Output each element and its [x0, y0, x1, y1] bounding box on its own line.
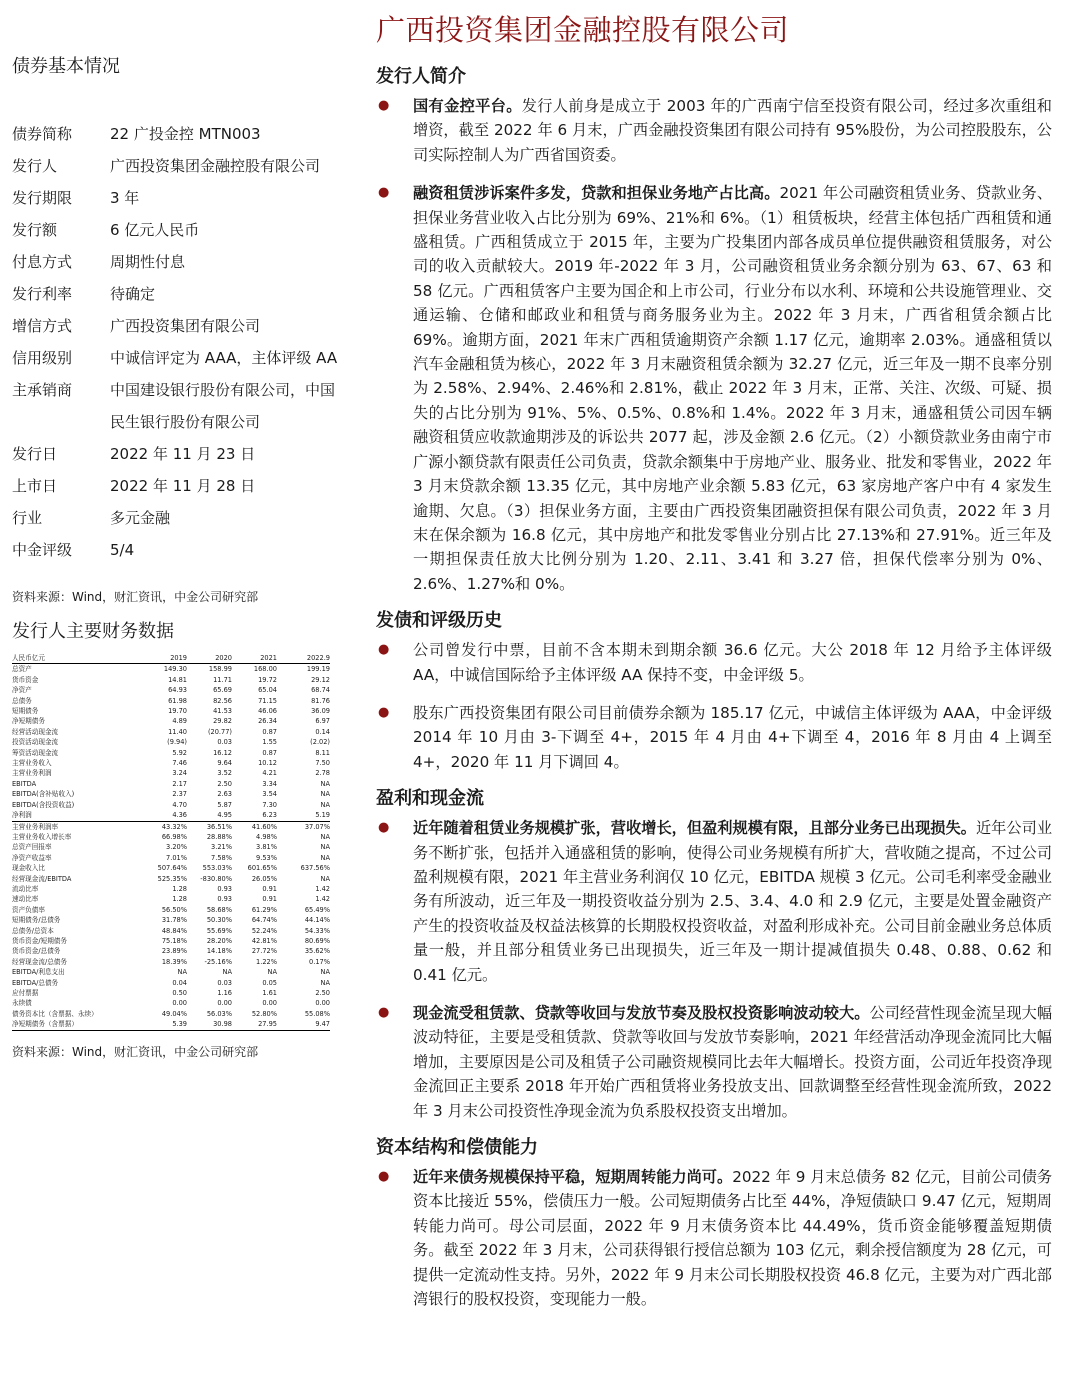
table-cell: 速动比率 [12, 895, 39, 904]
basic-info-key: 信用级别 [12, 349, 73, 367]
table-cell: 64.74% [251, 916, 277, 925]
table-cell: 净短期债务 [12, 717, 45, 726]
table-cell: 永续债 [12, 999, 32, 1008]
table-cell: 流动比率 [12, 884, 39, 893]
table-cell: 10.12 [258, 759, 277, 768]
table-cell: 14.81 [168, 675, 187, 684]
table-cell: 199.19 [306, 665, 330, 674]
table-cell: 0.05 [262, 978, 277, 987]
table-cell: 资产负债率 [12, 905, 45, 914]
table-cell: 0.87 [262, 727, 277, 736]
table-cell: 5.19 [315, 811, 330, 820]
table-cell: 现金收入比 [12, 864, 45, 873]
table-cell: 筹资活动现金流 [12, 748, 59, 757]
table-cell: 525.35% [157, 874, 187, 883]
table-row [12, 653, 330, 664]
table-row [12, 716, 330, 726]
table-cell: 短期债务/总债务 [12, 916, 61, 925]
table-row [12, 978, 330, 988]
table-cell: 18.39% [161, 957, 187, 966]
section-title: 发债和评级历史 [376, 610, 502, 632]
table-cell: 3.54 [262, 790, 277, 799]
table-cell: EBITDA/总债务 [12, 978, 59, 987]
table-cell: 总资产回报率 [12, 843, 52, 852]
table-cell: NA [320, 978, 330, 987]
table-cell: 净资产收益率 [12, 853, 52, 862]
table-cell: 49.04% [161, 1009, 187, 1018]
table-cell: 0.93 [217, 884, 232, 893]
basic-info-key: 发行日 [12, 445, 58, 463]
table-cell: 4.70 [172, 800, 187, 809]
table-cell: 1.61 [262, 989, 277, 997]
basic-info-value: 广西投资集团有限公司 [110, 317, 261, 335]
table-cell: 0.87 [262, 748, 277, 757]
table-row [12, 915, 330, 925]
table-cell: 净资产 [12, 686, 32, 695]
table-cell: 2021 [232, 653, 277, 664]
table-row [12, 758, 330, 768]
financial-data-header: 发行人主要财务数据 [12, 621, 174, 642]
table-cell: 2022.9 [277, 653, 330, 664]
table-cell: 人民币亿元 [12, 653, 142, 664]
table-row [12, 967, 330, 977]
table-cell: NA [267, 968, 277, 977]
table-cell: 27.72% [251, 947, 277, 956]
table-cell: 35.62% [304, 947, 330, 956]
table-cell: 31.78% [161, 916, 187, 925]
bullet-icon: ● [378, 820, 390, 836]
table-cell: 56.03% [206, 1009, 232, 1018]
table-cell: 主营业务收入 [12, 759, 52, 768]
table-cell: 26.05% [251, 874, 277, 883]
table-cell: EBITDA/利息支出 [12, 968, 65, 977]
table-row [12, 936, 330, 946]
financial-data-table [12, 653, 330, 1031]
table-cell: 经营现金流/EBITDA [12, 874, 72, 883]
table-cell: 0.17% [309, 957, 330, 966]
table-cell: 3.52 [217, 769, 232, 778]
table-row [12, 884, 330, 894]
table-cell: 2.17 [172, 779, 187, 788]
table-cell: 55.08% [304, 1009, 330, 1018]
bullet-icon: ● [378, 642, 390, 658]
table-row [12, 821, 330, 832]
table-row [12, 874, 330, 884]
table-row [12, 675, 330, 685]
table-row [12, 842, 330, 852]
table-cell: 41.53 [213, 707, 232, 716]
table-cell: 货币资金/短期债务 [12, 936, 67, 945]
table-row [12, 664, 330, 675]
table-cell: 经营活动现金流 [12, 727, 59, 736]
table-cell: 净利润 [12, 811, 32, 820]
left-column [12, 52, 342, 1060]
basic-info-key: 债券简称 [12, 125, 73, 143]
basic-info-row [12, 150, 342, 182]
table-row [12, 737, 330, 747]
table-cell: 29.12 [311, 675, 330, 684]
bullet-icon: ● [378, 185, 390, 201]
table-row [12, 748, 330, 758]
bullet-text: 股东广西投资集团有限公司目前债券余额为 185.17 亿元，中诚信主体评级为 AAA，中金评级 2014 年 10 月由 3-下调至 4+，2015 年 4 月由 4+下调至 4，2016 年 8 月由 4 上调至 4+，2020 年 11 月下调回 4。 [413, 703, 1052, 771]
table-row [12, 800, 330, 810]
table-cell: 6.97 [315, 717, 330, 726]
table-cell: 4.36 [172, 811, 187, 820]
basic-info-value: 待确定 [110, 285, 156, 303]
table-cell: 3.21% [211, 843, 232, 852]
table-cell: 68.74 [311, 686, 330, 695]
table-cell: 158.99 [208, 665, 232, 674]
table-cell: NA [320, 968, 330, 977]
basic-info-value: 中诚信评定为 AAA，主体评级 AA [110, 349, 338, 367]
table-cell: 80.69% [304, 936, 330, 945]
bullet-item [376, 638, 1052, 687]
table-cell: 36.09 [311, 707, 330, 716]
table-cell: 4.21 [262, 769, 277, 778]
basic-info-key: 上市日 [12, 477, 58, 495]
table-row [12, 905, 330, 915]
bullet-lead: 近年来债务规模保持平稳，短期周转能力尚可。 [413, 1168, 733, 1187]
section-title: 资本结构和偿债能力 [376, 1137, 538, 1159]
table-row [12, 696, 330, 706]
bullet-text: 2021 年公司融资租赁业务、贷款业务、担保业务营业收入占比分别为 69%、21%和 6%。（1）租赁板块，经营主体包括广西租赁和通盛租赁。广西租赁成立于 2015 年，主要为广投集团内部各成员单位提供融资租赁服务，对公司的收入贡献较大。2019 年-2022 年 3 月，公司融资租赁业务余额分别为 63、67、63 和 58 亿元。广西租赁客户主要为国企和上市公司，行业分布以水利、环境和公共设施管理业、交通运输、仓储和邮政业和租赁与商务服务业为主。2022 年 3 月末，广西省租赁余额占比 69%。逾期方面，2021 年末广西租赁逾期资产余额 1.17 亿元，逾期率 2.03%。通盛租赁以汽车金融租赁为核心，2022 年 3 月末融资租赁余额为 32.27 亿元，近三年及一期不良率分别为 2.58%、2.94%、2.46%和 2.81%，截止 2022 年 3 月末，正常、关注、次级、可疑、损失的占比分别为 91%、5%、0.5%、0.8%和 1.4%。2022 年 3 月末，通盛租赁公司因车辆融资租赁应收款逾期涉及的诉讼共 2077 起，涉及金额 2.6 亿元。（2）小额贷款业务由南宁市广源小额贷款有限责任公司负责，贷款余额集中于房地产业、服务业、批发和零售业，2022 年 3 月末贷款余额 13.35 亿元，其中房地产业余额 5.83 亿元，63 家房地产客户中有 4 家发生逾期、欠息。（3）担保业务方面，主要由广西投资集团融资担保有限公司负责，2022 年 3 月末在保余额为 16.8 亿元，其中房地产和批发零售业分别占比 27.13%和 27.91%。近三年及一期担保责任放大比例分别为 1.20、2.11、3.41 和 3.27 倍，担保代偿率分别为 0%、2.6%、1.27%和 0%。 [413, 184, 1053, 593]
basic-info-value: 6 亿元人民币 [110, 221, 200, 239]
table-cell: 总债务 [12, 696, 32, 705]
basic-info-row [12, 438, 342, 470]
table-cell: 总资产 [12, 665, 32, 674]
bullet-text: 公司曾发行中票，目前不含本期未到期余额 36.6 亿元。大公 2018 年 12 月给予主体评级 AA，中诚信国际给予主体评级 AA 保持不变，中金评级 5。 [413, 641, 1052, 684]
table-cell: 债务资本比（含票据、永续） [12, 1009, 98, 1018]
table-cell: 19.70 [168, 707, 187, 716]
table-cell: 168.00 [253, 665, 277, 674]
bullet-item [376, 94, 1052, 167]
basic-info-header: 债券基本情况 [12, 56, 120, 77]
table-cell: 11.40 [168, 727, 187, 736]
bullet-icon: ● [378, 1169, 390, 1185]
table-cell: NA [320, 790, 330, 799]
table-cell: 637.56% [300, 864, 330, 873]
table-cell: 主营业务利润率 [12, 821, 142, 832]
table-cell: 61.29% [251, 905, 277, 914]
table-cell: NA [320, 800, 330, 809]
basic-info-key: 行业 [12, 509, 43, 527]
table-cell: 9.64 [217, 759, 232, 768]
bullet-lead: 国有金控平台。 [413, 97, 522, 115]
table-cell: -830.80% [200, 874, 232, 883]
table-row [12, 957, 330, 967]
table-row [12, 727, 330, 737]
table-cell: EBITDA(含投资收益) [12, 800, 75, 809]
table-cell: 5.92 [172, 748, 187, 757]
bullet-text: 2022 年 9 月末总债务 82 亿元，目前公司债务资本比接近 55%，偿债压力一般。公司短期债务占比至 44%，净短债缺口 9.47 亿元，短期周转能力尚可。母公司层面，2022 年 9 月末债务资本比 44.49%，货币资金能够覆盖短期债务。截至 2022 年 3 月末，公司获得银行授信总额为 103 亿元，剩余授信额度为 28 亿元，可提供一定流动性支持。另外，2022 年 9 月末公司长期股权投资 46.8 亿元，主要为对广西北部湾银行的股权投资，变现能力一般。 [413, 1168, 1053, 1309]
table-cell: 1.28 [172, 895, 187, 904]
basic-info-table [12, 118, 342, 566]
bullet-item [376, 181, 1052, 596]
basic-info-row [12, 470, 342, 502]
table-cell: NA [320, 853, 330, 862]
table-cell: 货币资金 [12, 675, 39, 684]
bullet-item [376, 1165, 1052, 1311]
table-cell: 经营现金流/总债务 [12, 957, 67, 966]
table-cell: 2.50 [315, 989, 330, 997]
table-cell: 65.04 [258, 686, 277, 695]
section-title: 盈利和现金流 [376, 788, 484, 810]
basic-info-row [12, 278, 342, 310]
table-row [12, 988, 330, 998]
table-row [12, 832, 330, 842]
table-cell: 44.14% [304, 916, 330, 925]
table-cell: 28.20% [206, 936, 232, 945]
basic-info-row [12, 118, 342, 150]
bullet-text: 发行人前身是成立于 2003 年的广西南宁信至投资有限公司，经过多次重组和增资，截至 2022 年 6 月末，广西金融投资集团有限公司持有 95%股份，为公司控股股东，公司实际控制人为广西省国资委。 [413, 97, 1052, 164]
table-cell: (20.77) [207, 727, 232, 736]
table-cell: 37.07% [277, 821, 330, 832]
section-title: 发行人简介 [376, 66, 466, 87]
basic-info-value: 周期性付息 [110, 253, 186, 271]
table-cell: 0.14 [315, 727, 330, 736]
table-cell: 主营业务收入增长率 [12, 832, 72, 841]
table-cell: 27.95 [232, 1019, 277, 1030]
table-cell: 0.03 [217, 738, 232, 747]
table-cell: 52.80% [251, 1009, 277, 1018]
basic-info-row [12, 182, 342, 214]
table-row [12, 863, 330, 873]
table-cell: 56.50% [161, 905, 187, 914]
table-cell: 0.03 [217, 978, 232, 987]
bullet-icon: ● [378, 1005, 390, 1020]
table-cell: 14.18% [206, 947, 232, 956]
table-cell: 5.39 [142, 1019, 187, 1030]
table-cell: (2.02) [310, 738, 330, 747]
table-cell: -25.16% [204, 957, 232, 966]
source-note: 资料来源：Wind，财汇资讯，中金公司研究部 [12, 590, 259, 604]
table-cell: 75.18% [161, 936, 187, 945]
table-cell: 64.93 [168, 686, 187, 695]
table-cell: 1.28 [172, 884, 187, 893]
table-cell: 2.50 [217, 779, 232, 788]
basic-info-row [12, 342, 342, 374]
table-row [12, 946, 330, 956]
table-cell: 149.30 [163, 665, 187, 674]
table-cell: 1.55 [262, 738, 277, 747]
table-cell: 总债务/总资本 [12, 926, 54, 935]
bullet-item [376, 816, 1052, 987]
table-cell: EBITDA(含补贴收入) [12, 790, 75, 799]
table-cell: 7.58% [211, 853, 232, 862]
table-cell: EBITDA [12, 779, 37, 788]
table-cell: 7.50 [315, 759, 330, 768]
table-cell: 1.42 [315, 895, 330, 904]
table-cell: 0.00 [262, 999, 277, 1008]
table-cell: 1.16 [217, 989, 232, 997]
table-cell: 9.53% [256, 853, 277, 862]
basic-info-key: 发行期限 [12, 189, 73, 207]
table-cell: 4.89 [172, 717, 187, 726]
table-cell: 61.98 [168, 696, 187, 705]
table-row [12, 779, 330, 789]
table-cell: 4.95 [217, 811, 232, 820]
table-cell: NA [320, 779, 330, 788]
table-cell: 0.91 [262, 884, 277, 893]
basic-info-value: 广西投资集团金融控股有限公司 [110, 157, 321, 175]
table-cell: NA [177, 968, 187, 977]
table-cell: 主营业务利润 [12, 769, 52, 778]
table-row [12, 789, 330, 799]
table-cell: 48.84% [161, 926, 187, 935]
basic-info-row [12, 374, 342, 438]
basic-info-key: 中金评级 [12, 541, 73, 559]
table-cell: 43.32% [142, 821, 187, 832]
table-cell: 9.47 [277, 1019, 330, 1030]
table-cell: 66.98% [161, 832, 187, 841]
table-cell: 42.81% [251, 936, 277, 945]
table-row [12, 926, 330, 936]
table-cell: NA [320, 843, 330, 852]
table-cell: 短期债务 [12, 707, 39, 716]
table-cell: 货币资金/总债务 [12, 947, 61, 956]
table-cell: 16.12 [213, 748, 232, 757]
table-cell: 2.78 [315, 769, 330, 778]
bullet-lead: 融资租赁涉诉案件多发，贷款和担保业务地产占比高。 [413, 184, 780, 203]
table-cell: NA [320, 874, 330, 883]
bullet-item [376, 1001, 1052, 1123]
table-cell: 4.98% [256, 832, 277, 841]
basic-info-value: 2022 年 11 月 28 日 [110, 477, 256, 495]
basic-info-row [12, 502, 342, 534]
table-cell: 7.01% [166, 853, 187, 862]
table-row [12, 810, 330, 821]
bullet-icon: ● [378, 704, 390, 720]
page-title: 广西投资集团金融控股有限公司 [376, 13, 790, 47]
table-cell: 0.00 [315, 999, 330, 1008]
table-cell: 2019 [142, 653, 187, 664]
table-cell: 0.91 [262, 895, 277, 904]
table-cell: 1.42 [315, 884, 330, 893]
table-cell: 41.60% [232, 821, 277, 832]
table-cell: 52.24% [251, 926, 277, 935]
table-cell: 82.56 [213, 696, 232, 705]
table-cell: 81.76 [311, 696, 330, 705]
basic-info-key: 主承销商 [12, 381, 73, 399]
table-cell: 3.81% [256, 843, 277, 852]
table-cell: 7.46 [172, 759, 187, 768]
basic-info-key: 发行人 [12, 157, 58, 175]
table-row [12, 998, 330, 1008]
table-cell: 30.98 [187, 1019, 232, 1030]
table-cell: 2.63 [217, 790, 232, 799]
table-cell: (9.94) [167, 738, 187, 747]
table-row [12, 768, 330, 778]
table-cell: 5.87 [217, 800, 232, 809]
table-cell: 3.34 [262, 779, 277, 788]
basic-info-key: 付息方式 [12, 253, 73, 271]
table-cell: 28.88% [206, 832, 232, 841]
table-cell: 553.03% [202, 864, 232, 873]
table-cell: NA [320, 832, 330, 841]
basic-info-value: 2022 年 11 月 23 日 [110, 445, 256, 463]
table-cell: 26.34 [258, 717, 277, 726]
basic-info-row [12, 534, 342, 566]
table-cell: 7.30 [262, 800, 277, 809]
table-cell: 3.20% [166, 843, 187, 852]
table-cell: 0.00 [217, 999, 232, 1008]
table-cell: 65.49% [304, 905, 330, 914]
source-note: 资料来源：Wind，财汇资讯，中金公司研究部 [12, 1044, 259, 1059]
basic-info-value: 多元金融 [110, 509, 171, 527]
table-cell: 净短期债务（含票据） [12, 1019, 142, 1030]
table-cell: NA [222, 968, 232, 977]
table-cell: 0.00 [172, 999, 187, 1008]
bullet-text: 近年公司业务不断扩张，包括并入通盛租赁的影响，使得公司业务规模有所扩大，营收随之提高，不过公司盈利规模有限，2021 年主营业务利润仅 10 亿元，EBITDA 规模 3 亿元。公司毛利率受金融业务有所波动，近三年及一期投资收益分别为 2.5、3.4、4.0 和 2.9 亿元，主要是处置金融资产产生的投资收益及权益法核算的长期股权投资收益，对盈利形成补充。公司目前金融业务总体质量一般，并且部分租赁业务已出现损失，近三年及一期计提减值损失 0.48、0.88、0.62 和 0.41 亿元。 [413, 819, 1053, 984]
bullet-lead: 现金流受租赁款、贷款等收回与发放节奏及股权投资影响波动较大。 [413, 1004, 870, 1022]
table-cell: 2020 [187, 653, 232, 664]
table-row [12, 894, 330, 904]
table-cell: 54.33% [304, 926, 330, 935]
basic-info-key: 发行额 [12, 221, 58, 239]
table-row [12, 853, 330, 863]
table-cell: 0.04 [172, 978, 187, 987]
bullet-item [376, 701, 1052, 774]
table-cell: 0.93 [217, 895, 232, 904]
table-cell: 3.24 [172, 769, 187, 778]
basic-info-row [12, 214, 342, 246]
table-cell: 29.82 [213, 717, 232, 726]
table-cell: 23.89% [161, 947, 187, 956]
table-cell: 65.69 [213, 686, 232, 695]
bullet-lead: 近年随着租赁业务规模扩张，营收增长，但盈利规模有限，且部分业务已出现损失。 [413, 819, 976, 838]
basic-info-row [12, 246, 342, 278]
bullet-text: 公司经营性现金流呈现大幅波动特征，主要是受租赁款、贷款等收回与发放节奏影响，2021 年经营活动净现金流同比大幅增加，主要原因是公司及租赁子公司融资规模同比去年大幅增长。投资方面，公司近年投资净现金流回正主要系 2018 年开始广西租赁将业务投放支出、回款调整至经营性现金流所致，2022 年 3 月末公司投资性净现金流为负系股权投资支出增加。 [413, 1004, 1053, 1120]
table-cell: 50.30% [206, 916, 232, 925]
basic-info-value: 5/4 [110, 541, 135, 559]
table-row [12, 1019, 330, 1030]
basic-info-key: 增信方式 [12, 317, 73, 335]
table-cell: 投资活动现金流 [12, 738, 59, 747]
table-cell: 19.72 [258, 675, 277, 684]
table-cell: 58.68% [206, 905, 232, 914]
table-row [12, 685, 330, 695]
basic-info-value: 中国建设银行股份有限公司，中国民生银行股份有限公司 [110, 381, 336, 431]
table-cell: 11.71 [213, 675, 232, 684]
table-cell: 601.65% [247, 864, 277, 873]
table-cell: 2.37 [172, 790, 187, 799]
right-column [376, 62, 1052, 1311]
table-cell: 1.22% [256, 957, 277, 966]
basic-info-row [12, 310, 342, 342]
basic-info-value: 22 广投金控 MTN003 [110, 125, 261, 143]
table-cell: 6.23 [262, 811, 277, 820]
table-cell: 55.69% [206, 926, 232, 935]
bullet-icon: ● [378, 98, 390, 113]
basic-info-key: 发行利率 [12, 285, 73, 303]
table-cell: 46.06 [258, 707, 277, 716]
table-cell: 0.50 [172, 989, 187, 997]
table-cell: 应付票据 [12, 989, 39, 997]
table-row [12, 706, 330, 716]
table-cell: 507.64% [157, 864, 187, 873]
table-cell: 71.15 [258, 696, 277, 705]
table-cell: 36.51% [187, 821, 232, 832]
basic-info-value: 3 年 [110, 189, 140, 207]
table-cell: 8.11 [315, 748, 330, 757]
table-row [12, 1009, 330, 1019]
